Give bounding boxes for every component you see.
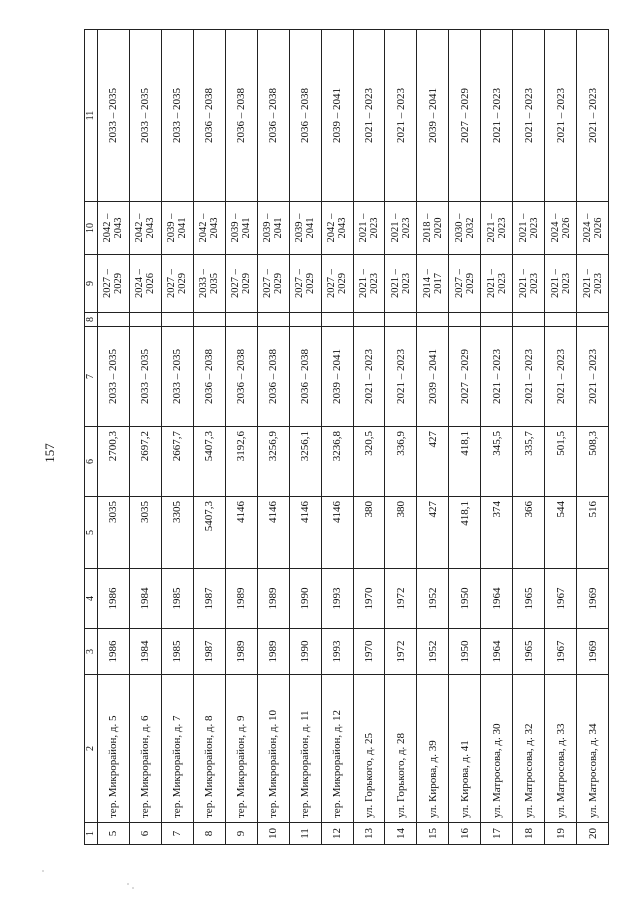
year-cell: 1965	[513, 569, 545, 629]
period-cell: 2039 – 2041	[289, 202, 321, 255]
address-cell: ул. Матросова, д. 34	[577, 675, 609, 823]
year-cell: 1987	[193, 569, 225, 629]
year-cell: 1986	[98, 569, 130, 629]
row-number: 10	[257, 823, 289, 845]
table-row	[257, 30, 289, 845]
value-cell: 418,1	[449, 497, 481, 569]
year-cell: 1990	[289, 629, 321, 675]
page-number: 157	[42, 443, 57, 463]
value-cell: 335,7	[513, 427, 545, 497]
row-number: 5	[98, 823, 130, 845]
value-cell: 3256,9	[257, 427, 289, 497]
row-number: 19	[545, 823, 577, 845]
year-cell: 1986	[98, 629, 130, 675]
table-row	[513, 30, 545, 845]
empty-cell	[513, 313, 545, 327]
table-row	[98, 30, 130, 845]
period-cell: 2036 – 2038	[257, 327, 289, 427]
row-number: 9	[225, 823, 257, 845]
table-row	[193, 30, 225, 845]
period-cell: 2036 – 2038	[289, 30, 321, 202]
period-cell: 2033 – 2035	[129, 327, 161, 427]
period-cell: 2021 – 2023	[385, 327, 417, 427]
period-cell: 2027 – 2029	[449, 255, 481, 313]
period-cell: 2039 – 2041	[161, 202, 193, 255]
period-cell: 2027 – 2029	[289, 255, 321, 313]
table-row	[321, 30, 353, 845]
period-cell: 2027 – 2029	[449, 327, 481, 427]
period-cell: 2027 – 2029	[98, 255, 130, 313]
year-cell: 1950	[449, 629, 481, 675]
value-cell: 544	[545, 497, 577, 569]
column-number: 6	[85, 427, 98, 497]
column-number: 4	[85, 569, 98, 629]
year-cell: 1993	[321, 629, 353, 675]
period-cell: 2036 – 2038	[289, 327, 321, 427]
period-cell: 2039 – 2041	[225, 202, 257, 255]
period-cell: 2021 – 2023	[385, 202, 417, 255]
value-cell: 380	[385, 497, 417, 569]
empty-cell	[321, 313, 353, 327]
column-number: 11	[85, 30, 98, 202]
period-cell: 2027 – 2029	[257, 255, 289, 313]
year-cell: 1989	[225, 629, 257, 675]
address-cell: ул. Кирова, д. 39	[417, 675, 449, 823]
year-cell: 1950	[449, 569, 481, 629]
period-cell: 2021 – 2023	[513, 327, 545, 427]
empty-cell	[385, 313, 417, 327]
value-cell: 427	[417, 497, 449, 569]
period-cell: 2021 – 2023	[513, 255, 545, 313]
column-number: 9	[85, 255, 98, 313]
column-number: 8	[85, 313, 98, 327]
period-cell: 2042 – 2043	[193, 202, 225, 255]
header-number-row	[85, 30, 98, 845]
period-cell: 2036 – 2038	[225, 30, 257, 202]
period-cell: 2024 – 2026	[129, 255, 161, 313]
empty-cell	[545, 313, 577, 327]
period-cell: 2033 – 2035	[129, 30, 161, 202]
table-row	[481, 30, 513, 845]
housing-repair-schedule-table	[84, 29, 609, 845]
year-cell: 1990	[289, 569, 321, 629]
column-number: 10	[85, 202, 98, 255]
rotated-table-container	[84, 30, 609, 845]
value-cell: 4146	[321, 497, 353, 569]
empty-cell	[417, 313, 449, 327]
empty-cell	[193, 313, 225, 327]
row-number: 14	[385, 823, 417, 845]
period-cell: 2021 – 2023	[481, 255, 513, 313]
period-cell: 2033 – 2035	[193, 255, 225, 313]
year-cell: 1952	[417, 569, 449, 629]
year-cell: 1972	[385, 629, 417, 675]
column-number: 7	[85, 327, 98, 427]
year-cell: 1969	[577, 629, 609, 675]
value-cell: 366	[513, 497, 545, 569]
value-cell: 380	[353, 497, 385, 569]
address-cell: тер. Микрорайон, д. 9	[225, 675, 257, 823]
address-cell: ул. Матросова, д. 33	[545, 675, 577, 823]
empty-cell	[289, 313, 321, 327]
period-cell: 2021 – 2023	[577, 327, 609, 427]
column-number: 3	[85, 629, 98, 675]
empty-cell	[98, 313, 130, 327]
period-cell: 2027 – 2029	[449, 30, 481, 202]
year-cell: 1989	[257, 569, 289, 629]
period-cell: 2039 – 2041	[321, 30, 353, 202]
period-cell: 2033 – 2035	[161, 30, 193, 202]
address-cell: ул. Горького, д. 25	[353, 675, 385, 823]
table-row	[289, 30, 321, 845]
row-number: 12	[321, 823, 353, 845]
scan-speck	[42, 870, 44, 872]
period-cell: 2033 – 2035	[161, 327, 193, 427]
value-cell: 3305	[161, 497, 193, 569]
period-cell: 2042 – 2043	[98, 202, 130, 255]
table-row	[577, 30, 609, 845]
row-number: 20	[577, 823, 609, 845]
value-cell: 2667,7	[161, 427, 193, 497]
row-number: 7	[161, 823, 193, 845]
table-row	[449, 30, 481, 845]
period-cell: 2021 – 2023	[353, 327, 385, 427]
table-row	[225, 30, 257, 845]
empty-cell	[481, 313, 513, 327]
empty-cell	[577, 313, 609, 327]
table-row	[161, 30, 193, 845]
empty-cell	[129, 313, 161, 327]
empty-cell	[161, 313, 193, 327]
period-cell: 2018 – 2020	[417, 202, 449, 255]
year-cell: 1989	[225, 569, 257, 629]
year-cell: 1964	[481, 629, 513, 675]
address-cell: ул. Матросова, д. 30	[481, 675, 513, 823]
value-cell: 2697,2	[129, 427, 161, 497]
value-cell: 5407,3	[193, 497, 225, 569]
period-cell: 2039 – 2041	[417, 30, 449, 202]
year-cell: 1970	[353, 629, 385, 675]
row-number: 8	[193, 823, 225, 845]
table-row	[353, 30, 385, 845]
period-cell: 2030 – 2032	[449, 202, 481, 255]
value-cell: 4146	[289, 497, 321, 569]
row-number: 18	[513, 823, 545, 845]
period-cell: 2021 – 2023	[545, 327, 577, 427]
year-cell: 1952	[417, 629, 449, 675]
year-cell: 1967	[545, 629, 577, 675]
year-cell: 1967	[545, 569, 577, 629]
value-cell: 336,9	[385, 427, 417, 497]
year-cell: 1984	[129, 629, 161, 675]
address-cell: тер. Микрорайон, д. 8	[193, 675, 225, 823]
scan-speck	[127, 883, 129, 885]
year-cell: 1972	[385, 569, 417, 629]
period-cell: 2021 – 2023	[577, 30, 609, 202]
year-cell: 1969	[577, 569, 609, 629]
period-cell: 2039 – 2041	[257, 202, 289, 255]
value-cell: 2700,3	[98, 427, 130, 497]
table-row	[545, 30, 577, 845]
column-number: 5	[85, 497, 98, 569]
address-cell: тер. Микрорайон, д. 7	[161, 675, 193, 823]
value-cell: 3035	[129, 497, 161, 569]
period-cell: 2027 – 2029	[161, 255, 193, 313]
period-cell: 2036 – 2038	[193, 30, 225, 202]
year-cell: 1985	[161, 569, 193, 629]
period-cell: 2024 – 2026	[577, 202, 609, 255]
period-cell: 2014 – 2017	[417, 255, 449, 313]
scan-speck	[132, 887, 134, 889]
row-number: 6	[129, 823, 161, 845]
period-cell: 2021 – 2023	[481, 30, 513, 202]
address-cell: тер. Микрорайон, д. 6	[129, 675, 161, 823]
row-number: 15	[417, 823, 449, 845]
empty-cell	[257, 313, 289, 327]
year-cell: 1987	[193, 629, 225, 675]
value-cell: 3236,8	[321, 427, 353, 497]
value-cell: 4146	[257, 497, 289, 569]
value-cell: 3192,6	[225, 427, 257, 497]
value-cell: 4146	[225, 497, 257, 569]
year-cell: 1985	[161, 629, 193, 675]
empty-cell	[353, 313, 385, 327]
row-number: 17	[481, 823, 513, 845]
value-cell: 374	[481, 497, 513, 569]
value-cell: 418,1	[449, 427, 481, 497]
row-number: 16	[449, 823, 481, 845]
period-cell: 2039 – 2041	[417, 327, 449, 427]
year-cell: 1993	[321, 569, 353, 629]
period-cell: 2021 – 2023	[545, 30, 577, 202]
year-cell: 1970	[353, 569, 385, 629]
table-row	[129, 30, 161, 845]
value-cell: 516	[577, 497, 609, 569]
address-cell: тер. Микрорайон, д. 10	[257, 675, 289, 823]
value-cell: 345,5	[481, 427, 513, 497]
value-cell: 508,3	[577, 427, 609, 497]
period-cell: 2042 – 2043	[321, 202, 353, 255]
period-cell: 2021 – 2023	[353, 202, 385, 255]
table-row	[417, 30, 449, 845]
column-number: 2	[85, 675, 98, 823]
value-cell: 501,5	[545, 427, 577, 497]
year-cell: 1984	[129, 569, 161, 629]
value-cell: 3256,1	[289, 427, 321, 497]
period-cell: 2021 – 2023	[353, 30, 385, 202]
period-cell: 2036 – 2038	[193, 327, 225, 427]
period-cell: 2021 – 2023	[545, 255, 577, 313]
year-cell: 1965	[513, 629, 545, 675]
empty-cell	[449, 313, 481, 327]
period-cell: 2027 – 2029	[225, 255, 257, 313]
period-cell: 2033 – 2035	[98, 327, 130, 427]
period-cell: 2021 – 2023	[481, 327, 513, 427]
period-cell: 2021 – 2023	[577, 255, 609, 313]
period-cell: 2021 – 2023	[513, 30, 545, 202]
period-cell: 2039 – 2041	[321, 327, 353, 427]
period-cell: 2021 – 2023	[513, 202, 545, 255]
year-cell: 1964	[481, 569, 513, 629]
empty-cell	[225, 313, 257, 327]
table-row	[385, 30, 417, 845]
address-cell: тер. Микрорайон, д. 5	[98, 675, 130, 823]
value-cell: 427	[417, 427, 449, 497]
address-cell: ул. Матросова, д. 32	[513, 675, 545, 823]
period-cell: 2036 – 2038	[257, 30, 289, 202]
column-number: 1	[85, 823, 98, 845]
address-cell: тер. Микрорайон, д. 11	[289, 675, 321, 823]
value-cell: 5407,3	[193, 427, 225, 497]
row-number: 13	[353, 823, 385, 845]
period-cell: 2021 – 2023	[385, 255, 417, 313]
period-cell: 2021 – 2023	[481, 202, 513, 255]
address-cell: ул. Кирова, д. 41	[449, 675, 481, 823]
value-cell: 320,5	[353, 427, 385, 497]
period-cell: 2024 – 2026	[545, 202, 577, 255]
row-number: 11	[289, 823, 321, 845]
period-cell: 2042 – 2043	[129, 202, 161, 255]
value-cell: 3035	[98, 497, 130, 569]
period-cell: 2021 – 2023	[353, 255, 385, 313]
period-cell: 2021 – 2023	[385, 30, 417, 202]
period-cell: 2036 – 2038	[225, 327, 257, 427]
period-cell: 2033 – 2035	[98, 30, 130, 202]
period-cell: 2027 – 2029	[321, 255, 353, 313]
year-cell: 1989	[257, 629, 289, 675]
address-cell: тер. Микрорайон, д. 12	[321, 675, 353, 823]
address-cell: ул. Горького, д. 28	[385, 675, 417, 823]
